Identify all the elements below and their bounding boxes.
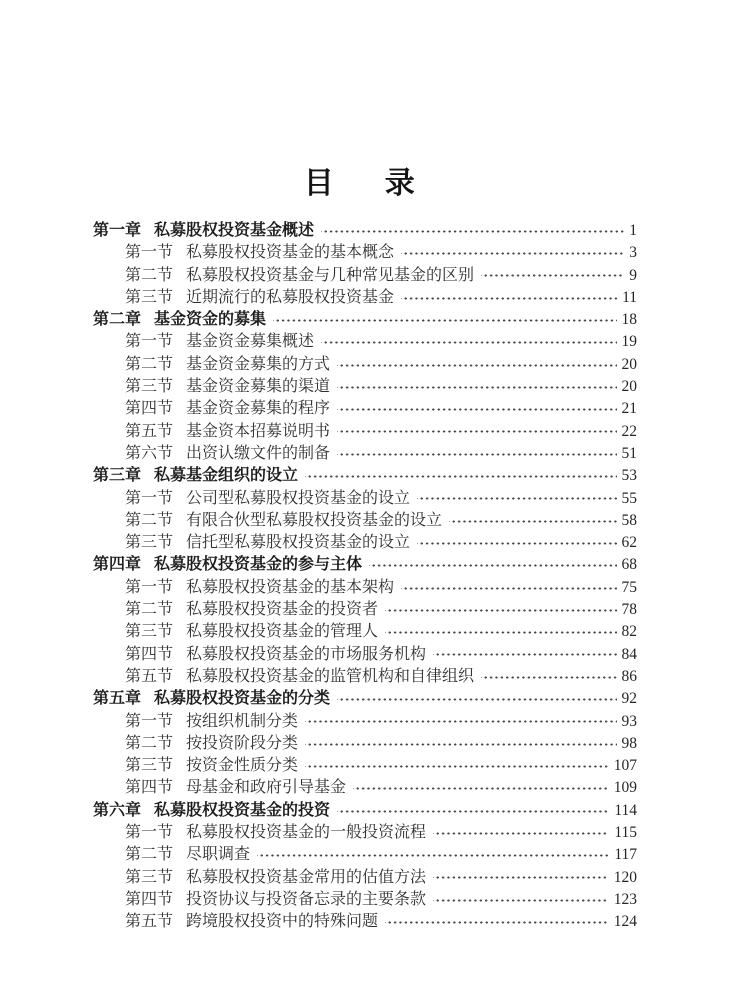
dot-leader: [433, 867, 609, 889]
chapter-label: 第二章: [93, 311, 142, 329]
page-number: 58: [621, 511, 637, 529]
page-number: 62: [621, 534, 637, 552]
toc-section-row: [93, 867, 637, 889]
dot-leader: [337, 688, 616, 710]
dot-leader: [385, 599, 616, 621]
page-number: 20: [621, 378, 637, 396]
page-number: 11: [622, 288, 637, 306]
page-number: 55: [621, 489, 637, 507]
toc-section-row: [93, 621, 637, 643]
dot-leader: [433, 889, 609, 911]
dot-leader: [401, 577, 616, 599]
toc-section-row: [93, 666, 637, 688]
section-label: 第二节: [125, 734, 174, 752]
toc-section-row: [93, 644, 637, 666]
chapter-label: 第六章: [93, 801, 142, 819]
dot-leader: [401, 242, 624, 264]
section-label: 第四节: [125, 400, 174, 418]
page-number: 75: [621, 578, 637, 596]
dot-leader: [433, 644, 616, 666]
dot-leader: [401, 287, 617, 309]
section-label: 第三节: [125, 623, 174, 641]
dot-leader: [337, 800, 609, 822]
section-label: 第五节: [125, 667, 174, 685]
toc-section-row: [93, 755, 637, 777]
dot-leader: [305, 465, 616, 487]
dot-leader: [305, 711, 616, 733]
section-title: 基金资金募集的程序: [186, 400, 331, 418]
toc-chapter-row: [93, 465, 637, 487]
toc-section-row: [93, 265, 637, 287]
toc-section-row: [93, 331, 637, 353]
section-title: 私募股权投资基金的监管机构和自律组织: [186, 667, 475, 685]
page-number: 51: [621, 444, 637, 462]
toc-section-row: [93, 510, 637, 532]
page-number: 21: [621, 400, 637, 418]
section-label: 第一节: [125, 489, 174, 507]
toc-section-row: [93, 577, 637, 599]
toc-section-row: [93, 844, 637, 866]
section-label: 第二节: [125, 601, 174, 619]
dot-leader: [321, 220, 624, 242]
dot-leader: [321, 331, 616, 353]
page-number: 68: [621, 556, 637, 574]
page-number: 82: [621, 623, 637, 641]
section-label: 第二节: [125, 355, 174, 373]
section-label: 第一节: [125, 244, 174, 262]
section-label: 第一节: [125, 333, 174, 351]
page-number: 22: [621, 422, 637, 440]
section-label: 第四节: [125, 890, 174, 908]
section-title: 母基金和政府引导基金: [186, 779, 347, 797]
section-title: 基金资金募集的方式: [186, 355, 331, 373]
page-number: 53: [621, 467, 637, 485]
section-title: 跨境股权投资中的特殊问题: [186, 913, 379, 931]
chapter-title: 私募股权投资基金概述: [154, 222, 315, 239]
page-number: 123: [613, 890, 637, 908]
dot-leader: [337, 398, 616, 420]
toc-section-row: [93, 532, 637, 554]
chapter-title: 基金资金的募集: [154, 311, 267, 329]
section-label: 第三节: [125, 378, 174, 396]
page-number: 114: [614, 801, 637, 819]
toc-section-row: [93, 443, 637, 465]
toc-list: [93, 220, 637, 934]
toc-chapter-row: [93, 309, 637, 331]
dot-leader: [417, 532, 616, 554]
chapter-title: 私募股权投资基金的参与主体: [154, 556, 363, 574]
page-number: 78: [621, 601, 637, 619]
section-title: 按投资阶段分类: [186, 734, 299, 752]
chapter-label: 第一章: [93, 222, 142, 239]
dot-leader: [337, 376, 616, 398]
toc-section-row: [93, 242, 637, 264]
dot-leader: [353, 777, 609, 799]
chapter-label: 第五章: [93, 690, 142, 708]
section-label: 第一节: [125, 824, 174, 842]
section-title: 基金资金募集的渠道: [186, 378, 331, 396]
dot-leader: [305, 755, 609, 777]
section-label: 第一节: [125, 712, 174, 730]
toc-section-row: [93, 822, 637, 844]
toc-section-row: [93, 911, 637, 933]
section-label: 第六节: [125, 444, 174, 462]
dot-leader: [273, 309, 616, 331]
page-number: 107: [613, 757, 637, 775]
dot-leader: [305, 733, 616, 755]
toc-section-row: [93, 777, 637, 799]
page-number: 18: [621, 311, 637, 329]
section-title: 按资金性质分类: [186, 757, 299, 775]
section-title: 公司型私募股权投资基金的设立: [186, 489, 411, 507]
section-title: 私募股权投资基金的一般投资流程: [186, 824, 427, 842]
dot-leader: [257, 844, 609, 866]
dot-leader: [385, 621, 616, 643]
section-label: 第五节: [125, 913, 174, 931]
section-title: 信托型私募股权投资基金的设立: [186, 534, 411, 552]
section-title: 按组织机制分类: [186, 712, 299, 730]
section-title: 私募股权投资基金的投资者: [186, 601, 379, 619]
dot-leader: [449, 510, 616, 532]
toc-section-row: [93, 376, 637, 398]
page-number: 124: [613, 913, 637, 931]
section-label: 第三节: [125, 534, 174, 552]
section-title: 私募股权投资基金的基本架构: [186, 578, 395, 596]
section-title: 基金资金募集概述: [186, 333, 315, 351]
toc-section-row: [93, 421, 637, 443]
toc-section-row: [93, 488, 637, 510]
toc-chapter-row: [93, 554, 637, 576]
dot-leader: [433, 822, 609, 844]
dot-leader: [337, 443, 616, 465]
section-label: 第一节: [125, 578, 174, 596]
page-number: 9: [629, 266, 637, 284]
section-title: 私募股权投资基金与几种常见基金的区别: [186, 266, 475, 284]
toc-chapter-row: [93, 800, 637, 822]
page-number: 93: [621, 712, 637, 730]
section-title: 有限合伙型私募股权投资基金的设立: [186, 511, 443, 529]
section-title: 近期流行的私募股权投资基金: [186, 288, 395, 306]
section-title: 出资认缴文件的制备: [186, 444, 331, 462]
toc-section-row: [93, 733, 637, 755]
toc-section-row: [93, 889, 637, 911]
page-number: 109: [613, 779, 637, 797]
page-number: 19: [621, 333, 637, 351]
section-label: 第二节: [125, 511, 174, 529]
section-title: 尽职调查: [186, 846, 251, 864]
section-label: 第四节: [125, 779, 174, 797]
page-number: 98: [621, 734, 637, 752]
toc-section-row: [93, 287, 637, 309]
dot-leader: [337, 354, 616, 376]
page-title: 目 录: [303, 167, 426, 200]
section-label: 第三节: [125, 868, 174, 886]
page-number: 84: [621, 645, 637, 663]
section-title: 投资协议与投资备忘录的主要条款: [186, 890, 427, 908]
dot-leader: [337, 421, 616, 443]
page-number: 3: [629, 244, 637, 262]
page-number: 92: [621, 690, 637, 708]
chapter-title: 私募基金组织的设立: [154, 467, 299, 485]
dot-leader: [481, 666, 616, 688]
dot-leader: [481, 265, 624, 287]
chapter-title: 私募股权投资基金的投资: [154, 801, 331, 819]
page-number: 86: [621, 667, 637, 685]
page-number: 117: [614, 846, 637, 864]
dot-leader: [385, 911, 609, 933]
toc-section-row: [93, 599, 637, 621]
page-number: 115: [614, 824, 637, 842]
dot-leader: [417, 488, 616, 510]
toc-section-row: [93, 354, 637, 376]
chapter-label: 第四章: [93, 556, 142, 574]
section-label: 第二节: [125, 846, 174, 864]
section-label: 第三节: [125, 757, 174, 775]
page-number: 20: [621, 355, 637, 373]
dot-leader: [369, 554, 616, 576]
page-number: 1: [629, 222, 637, 239]
section-title: 私募股权投资基金的基本概念: [186, 244, 395, 262]
section-label: 第二节: [125, 266, 174, 284]
toc-section-row: [93, 711, 637, 733]
chapter-title: 私募股权投资基金的分类: [154, 690, 331, 708]
section-title: 私募股权投资基金的管理人: [186, 623, 379, 641]
section-title: 私募股权投资基金的市场服务机构: [186, 645, 427, 663]
section-label: 第四节: [125, 645, 174, 663]
page-number: 120: [613, 868, 637, 886]
toc-chapter-row: [93, 688, 637, 710]
section-title: 私募股权投资基金常用的估值方法: [186, 868, 427, 886]
section-label: 第五节: [125, 422, 174, 440]
chapter-label: 第三章: [93, 467, 142, 485]
section-label: 第三节: [125, 288, 174, 306]
toc-chapter-row: [93, 220, 637, 242]
toc-section-row: [93, 398, 637, 420]
section-title: 基金资本招募说明书: [186, 422, 331, 440]
